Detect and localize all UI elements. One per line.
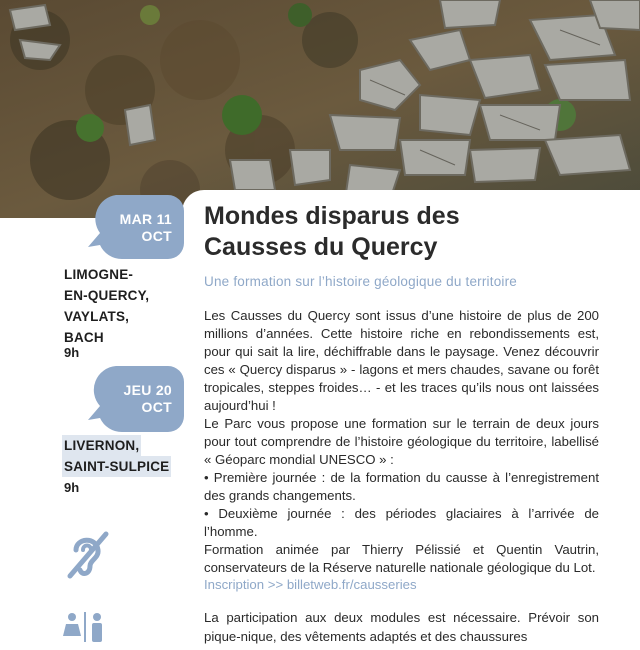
event1-location-line: EN-QUERCY, <box>64 288 150 303</box>
paragraph: • Deuxième journée : des périodes glaciaires à l’arrivée de l’homme. <box>204 506 599 539</box>
event1-location-line: VAYLATS, <box>64 309 130 324</box>
paragraph: • Première journée : de la formation du causse à l’enregistrement des grands changements. <box>204 470 599 503</box>
event2-day: JEU 20 <box>123 382 172 398</box>
event1-location <box>64 264 149 348</box>
event1-month: OCT <box>141 228 172 244</box>
hearing-assistance-icon <box>66 530 110 580</box>
paragraph: Les Causses du Quercy sont issus d’une histoire de plus de 200 millions d’années. Cette histoire riche en rebondissements est, pour qui sait la lire, déchiffrable dans le paysage. Venez découvrir ces « Quercy disparus » - lagons et mers chaudes, savane ou forêt tropicales, steppes froides… - et les traces qu’ils nous ont laissées aujourd’hui ! <box>204 308 599 413</box>
event1-time: 9h <box>64 345 80 360</box>
event2-date <box>124 382 173 416</box>
registration-link[interactable]: Inscription >> billetweb.fr/causseries <box>204 577 417 592</box>
family-icon <box>62 612 108 642</box>
hero-photo <box>0 0 640 218</box>
event2-time: 9h <box>64 480 80 495</box>
event2-location <box>64 435 171 477</box>
limestone-landscape-image <box>0 0 640 218</box>
event1-location-line: LIMOGNE- <box>64 267 134 282</box>
title-line: Causses du Quercy <box>204 233 438 261</box>
date-bubble-event2 <box>86 364 186 434</box>
date-bubble-event1 <box>86 193 186 261</box>
paragraph: Formation animée par Thierry Pélissié et Quentin Vautrin, conservateurs de la Réserve naturelle nationale géologique du Lot. <box>204 542 599 575</box>
event2-month: OCT <box>141 399 172 415</box>
event2-location-line: LIVERNON, <box>62 435 141 456</box>
title-line: Mondes disparus des <box>204 202 460 230</box>
footer-note: La participation aux deux modules est nécessaire. Prévoir son pique-nique, des vêtements adaptés et des chaussures <box>204 610 599 644</box>
event1-location-line: BACH <box>64 330 104 345</box>
event2-location-line: SAINT-SULPICE <box>62 456 171 477</box>
subtitle: Une formation sur l’histoire géologique du territoire <box>204 274 518 289</box>
description <box>204 307 599 577</box>
page-title <box>204 201 624 263</box>
event1-date <box>120 211 172 245</box>
event1-day: MAR 11 <box>119 211 172 227</box>
paragraph: Le Parc vous propose une formation sur le terrain de deux jours pour tout comprendre de l’histoire géologique du territoire, labellisé « Géoparc mondial UNESCO » : <box>204 416 599 467</box>
